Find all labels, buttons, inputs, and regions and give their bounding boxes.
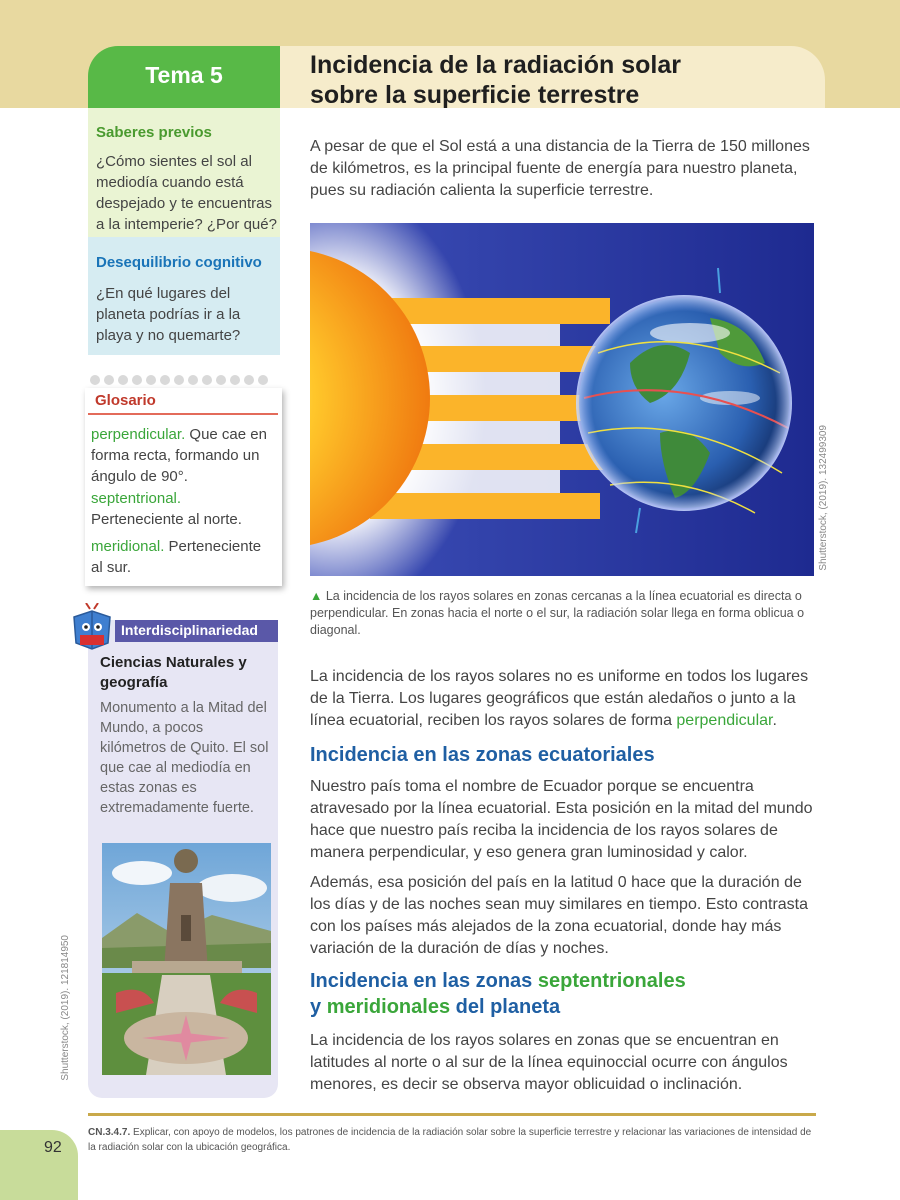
page-number: 92 <box>44 1139 62 1156</box>
saberes-previos-heading: Saberes previos <box>96 124 212 141</box>
heading-zonas-ecuatoriales: Incidencia en las zonas ecuatoriales <box>310 744 655 766</box>
interdisciplinariedad-label: Interdisciplinariedad <box>121 622 258 638</box>
paragraph-1-text: La incidencia de los rayos solares no es uniforme en todos los lugares de la Tierra. Los lugares geográficos que están aledaños o junto a la línea ecuatorial, reciben los rayos solares de forma <box>310 668 809 729</box>
title-line-2: sobre la superficie terrestre <box>310 81 640 109</box>
glossary-entry-septentrional <box>91 488 276 530</box>
paragraph-1-end: . <box>772 712 777 729</box>
page-title <box>310 50 830 110</box>
tema-label: Tema 5 <box>145 62 223 88</box>
image-credit-text: Shutterstock, (2019). 132499309 <box>818 425 829 571</box>
figure-caption <box>310 588 810 639</box>
glossary-definition: Perteneciente al sur. <box>91 538 262 576</box>
heading-part: y <box>310 996 327 1018</box>
mitad-del-mundo-photo <box>102 843 271 1075</box>
desequilibrio-heading: Desequilibrio cognitivo <box>96 254 262 271</box>
footer-divider <box>88 1113 816 1116</box>
glossary-entry-perpendicular <box>91 424 276 487</box>
heading-zonas-septentrionales-meridionales <box>310 968 820 1020</box>
caption-text: La incidencia de los rayos solares en zonas cercanas a la línea ecuatorial es directa o perpendicular. En zonas hacia el norte o el sur, la radiación solar llega en forma oblicua o diagonal. <box>310 589 805 637</box>
glosario-divider <box>88 413 278 415</box>
book-character-icon <box>66 603 118 655</box>
curriculum-standard <box>88 1125 820 1155</box>
binder-holes <box>90 372 280 386</box>
interdisciplinariedad-subtitle: Ciencias Naturales y geografía <box>100 654 247 691</box>
photo-credit-text: Shutterstock, (2019). 121814950 <box>60 935 71 1081</box>
desequilibrio-text: ¿En qué lugares del planeta podrías ir a la playa y no quemarte? <box>96 285 241 344</box>
glossary-definition: Que cae en forma recta, formando un ángulo de 90°. <box>91 426 267 485</box>
saberes-previos-text: ¿Cómo sientes el sol al mediodía cuando está despejado y te encuentras a la intemperie? ¿Por qué? <box>96 153 277 233</box>
paragraph-2: Nuestro país toma el nombre de Ecuador porque se encuentra atravesado por la línea ecuatorial. Esta posición en la mitad del mundo hace que nuestro país reciba la incidencia de los rayos solares de manera perpendicular, y eso genera gran luminosidad y calor. <box>310 778 813 861</box>
glossary-definition: Perteneciente al norte. <box>91 511 242 528</box>
paragraph-3: Además, esa posición del país en la latitud 0 hace que la duración de los días y de las noches sean muy similares en tiempo. Esto contrasta con los países más alejados de la zona ecuatorial, donde hay más variación de la duración de días y noches. <box>310 874 809 957</box>
intro-paragraph: A pesar de que el Sol está a una distancia de la Tierra de 150 millones de kilómetros, es la principal fuente de energía para nuestro planeta, pues su radiación calienta la superficie terrestre. <box>310 138 810 199</box>
page-number-tab <box>0 1130 78 1200</box>
term-meridionales: meridionales <box>326 996 451 1018</box>
curriculum-code: CN.3.4.7. <box>88 1127 131 1138</box>
paragraph-4: La incidencia de los rayos solares en zonas que se encuentran en latitudes al norte o al sur de la línea equinoccial ocurre con ángulos menores, es decir se observa mayor oblicuidad o inclinación. <box>310 1032 788 1093</box>
glossary-term: meridional. <box>91 538 165 555</box>
paragraph-1 <box>310 666 820 732</box>
glosario-heading: Glosario <box>95 392 156 409</box>
photo-credit <box>60 935 76 1085</box>
image-credit <box>818 425 834 575</box>
triangle-icon: ▲ <box>310 589 323 603</box>
interdisciplinariedad-text: Monumento a la Mitad del Mundo, a pocos kilómetros de Quito. El sol que cae al mediodía en estas zonas es extremadamente fuerte. <box>100 700 269 816</box>
heading-part: del planeta <box>450 996 561 1018</box>
term-septentrionales: septentrionales <box>537 970 686 992</box>
heading-part: Incidencia en las zonas <box>310 970 538 992</box>
glossary-entry-meridional <box>91 536 276 578</box>
glossary-term: septentrional. <box>91 490 182 507</box>
glossary-term: perpendicular. <box>91 426 186 443</box>
sun-earth-illustration <box>310 223 814 576</box>
curriculum-text: Explicar, con apoyo de modelos, los patrones de incidencia de la radiación solar sobre la superficie terrestre y relacionar las variaciones de intensidad de la radiación solar con la ubicación geográfica. <box>88 1127 812 1153</box>
term-perpendicular: perpendicular <box>676 712 773 729</box>
title-line-1: Incidencia de la radiación solar <box>310 51 681 79</box>
